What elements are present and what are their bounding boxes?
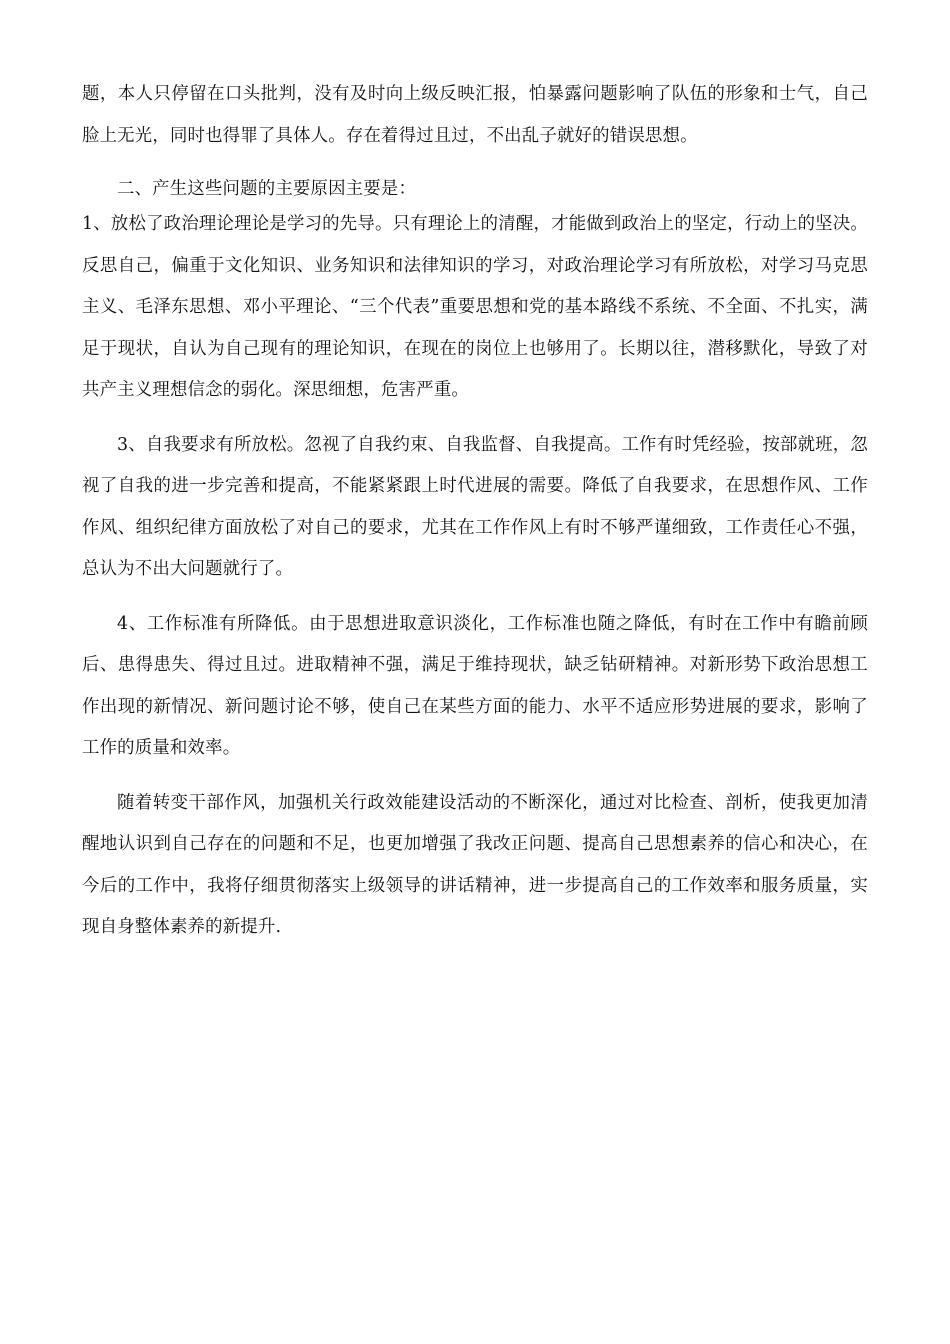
paragraph-cause-1: 1、放松了政治理论理论是学习的先导。只有理论上的清醒，才能做到政治上的坚定，行动上的坚决。反思自己，偏重于文化知识、业务知识和法律知识的学习，对政治理论学习有所放松，对学习马克思主义、毛泽东思想、邓小平理论、“三个代表”重要思想和党的基本路线不系统、不全面、不扎实，满足于现状，自认为自己现有的理论知识，在现在的岗位上也够用了。长期以往，潜移默化，导致了对共产主义理想信念的弱化。深思细想，危害严重。 <box>82 214 868 400</box>
paragraph-continuation: 题，本人只停留在口头批判，没有及时向上级反映汇报，怕暴露问题影响了队伍的形象和士气，自己脸上无光，同时也得罪了具体人。存在着得过且过，不出乱子就好的错误思想。 <box>82 84 868 146</box>
document-page <box>82 74 868 949</box>
paragraph-cause-3: 3、自我要求有所放松。忽视了自我约束、自我监督、自我提高。工作有时凭经验，按部就班，忽视了自我的进一步完善和提高，不能紧紧跟上时代进展的需要。降低了自我要求，在思想作风、工作作风、组织纪律方面放松了对自己的要求，尤其在工作作风上有时不够严谨细致，工作责任心不强，总认为不出大问题就行了。 <box>82 434 868 579</box>
section-heading-causes: 二、产生这些问题的主要原因主要是： <box>117 179 417 199</box>
paragraph-conclusion: 随着转变干部作风，加强机关行政效能建设活动的不断深化，通过对比检查、剖析，使我更加清醒地认识到自己存在的问题和不足，也更加增强了我改正问题、提高自己思想素养的信心和决心，在今后的工作中，我将仔细贯彻落实上级领导的讲话精神，进一步提高自己的工作效率和服务质量，实现自身整体素养的新提升. <box>82 792 868 937</box>
paragraph-cause-4: 4、工作标准有所降低。由于思想进取意识淡化，工作标准也随之降低，有时在工作中有瞻前顾后、患得患失、得过且过。进取精神不强，满足于维持现状，缺乏钻研精神。对新形势下政治思想工作出现的新情况、新问题讨论不够，使自己在某些方面的能力、水平不适应形势进展的要求，影响了工作的质量和效率。 <box>82 613 868 758</box>
